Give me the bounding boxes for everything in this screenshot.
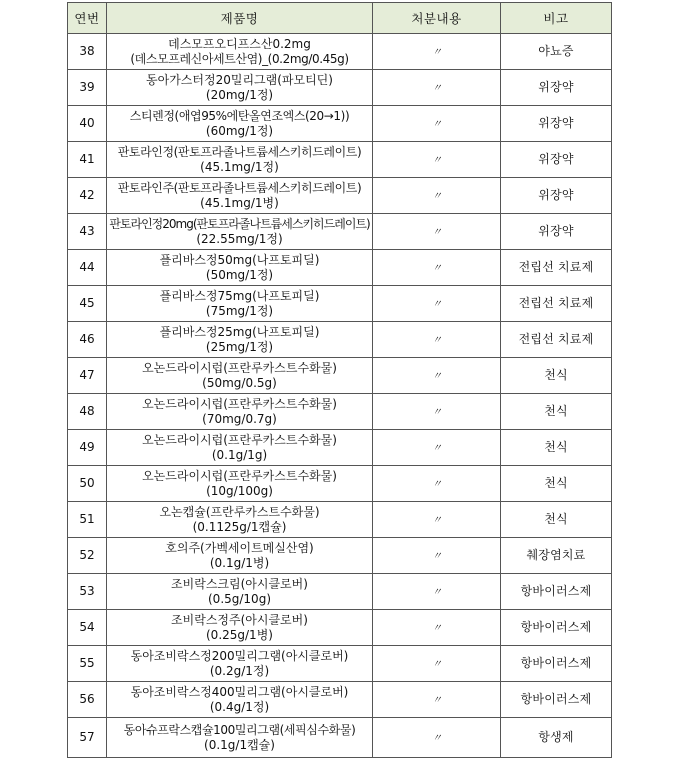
row-action-content	[373, 538, 501, 574]
product-name-line: 플리바스정50mg(나프토피딜)	[159, 252, 320, 267]
row-action-content	[373, 214, 501, 250]
table-row	[68, 430, 612, 466]
product-name-line: 판토라인정(판토프라졸나트륨세스키히드레이트)	[117, 144, 362, 159]
product-dose-line: (0.4g/1정)	[209, 699, 270, 714]
row-note: 항바이러스제	[501, 610, 612, 646]
table-row	[68, 538, 612, 574]
row-product-name	[107, 214, 373, 250]
ditto-mark: 〃	[432, 478, 441, 490]
header-no: 연번	[68, 3, 107, 34]
table-row	[68, 358, 612, 394]
row-note: 야뇨증	[501, 34, 612, 70]
row-note: 천식	[501, 394, 612, 430]
row-no: 46	[68, 322, 107, 358]
row-action-content	[373, 502, 501, 538]
row-product-name	[107, 394, 373, 430]
product-dose-line: (0.1g/1g)	[211, 447, 268, 462]
product-name-line: 데스모프오디프스산0.2mg	[168, 36, 311, 51]
table-header	[68, 3, 612, 34]
row-action-content	[373, 394, 501, 430]
row-note: 항바이러스제	[501, 574, 612, 610]
row-product-name	[107, 106, 373, 142]
row-product-name	[107, 502, 373, 538]
product-name-line: 조비락스정주(아시클로버)	[171, 612, 308, 627]
row-note: 천식	[501, 358, 612, 394]
product-name-line: 오논드라이시럽(프란루카스트수화물)	[142, 468, 337, 483]
row-no: 40	[68, 106, 107, 142]
row-note: 전립선 치료제	[501, 322, 612, 358]
ditto-mark: 〃	[432, 154, 441, 166]
ditto-mark: 〃	[432, 586, 441, 598]
product-dose-line: (0.2g/1정)	[209, 663, 270, 678]
table-row	[68, 178, 612, 214]
row-no: 54	[68, 610, 107, 646]
product-name-line: 스티렌정(애엽95%에탄올연조엑스(20→1))	[129, 108, 350, 123]
table-row	[68, 142, 612, 178]
row-note: 위장약	[501, 178, 612, 214]
row-product-name	[107, 682, 373, 718]
ditto-mark: 〃	[432, 262, 441, 274]
product-name-line: 오논드라이시럽(프란루카스트수화물)	[142, 432, 337, 447]
ditto-mark: 〃	[432, 118, 441, 130]
row-no: 57	[68, 718, 107, 758]
row-no: 38	[68, 34, 107, 70]
row-action-content	[373, 250, 501, 286]
row-no: 49	[68, 430, 107, 466]
product-name-line: 판토라인주(판토프라졸나트륨세스키히드레이트)	[117, 180, 362, 195]
ditto-mark: 〃	[432, 658, 441, 670]
product-dose-line: (0.5g/10g)	[208, 591, 271, 606]
row-product-name	[107, 250, 373, 286]
row-action-content	[373, 718, 501, 758]
product-dose-line: (0.1125g/1캡슐)	[192, 519, 287, 534]
row-product-name	[107, 610, 373, 646]
row-product-name	[107, 718, 373, 758]
ditto-mark: 〃	[432, 226, 441, 238]
row-note: 위장약	[501, 106, 612, 142]
row-no: 47	[68, 358, 107, 394]
row-note: 췌장염치료	[501, 538, 612, 574]
row-product-name	[107, 286, 373, 322]
row-note: 천식	[501, 502, 612, 538]
row-action-content	[373, 106, 501, 142]
product-dose-line: (45.1mg/1정)	[200, 159, 279, 174]
product-dose-line: (50mg/1정)	[205, 267, 274, 282]
table-row	[68, 610, 612, 646]
header-action-content: 처분내용	[373, 3, 501, 34]
product-dose-line: (10g/100g)	[206, 483, 273, 498]
table-row	[68, 286, 612, 322]
product-table	[67, 2, 612, 758]
product-dose-line: (0.25g/1병)	[206, 627, 273, 642]
row-action-content	[373, 430, 501, 466]
product-name-line: 오논드라이시럽(프란루카스트수화물)	[142, 396, 337, 411]
row-product-name	[107, 466, 373, 502]
product-dose-line: (45.1mg/1병)	[200, 195, 279, 210]
table-row	[68, 70, 612, 106]
product-name-line: 조비락스크림(아시클로버)	[171, 576, 308, 591]
row-product-name	[107, 574, 373, 610]
ditto-mark: 〃	[432, 334, 441, 346]
row-no: 42	[68, 178, 107, 214]
row-action-content	[373, 178, 501, 214]
ditto-mark: 〃	[432, 732, 441, 744]
row-no: 39	[68, 70, 107, 106]
row-note: 전립선 치료제	[501, 250, 612, 286]
row-no: 55	[68, 646, 107, 682]
row-no: 45	[68, 286, 107, 322]
row-product-name	[107, 34, 373, 70]
ditto-mark: 〃	[432, 442, 441, 454]
product-name-line: 동아조비락스정400밀리그램(아시클로버)	[130, 684, 349, 699]
product-dose-line: (20mg/1정)	[205, 87, 274, 102]
row-note: 천식	[501, 430, 612, 466]
row-no: 50	[68, 466, 107, 502]
row-action-content	[373, 142, 501, 178]
ditto-mark: 〃	[432, 46, 441, 58]
product-dose-line: (0.1g/1캡슐)	[204, 737, 275, 752]
row-note: 천식	[501, 466, 612, 502]
product-name-line: 동아조비락스정200밀리그램(아시클로버)	[130, 648, 349, 663]
table-row	[68, 718, 612, 758]
product-name-line: 동아슈프락스캡슐100밀리그램(세픽심수화물)	[123, 722, 356, 737]
ditto-mark: 〃	[432, 694, 441, 706]
table-row	[68, 322, 612, 358]
ditto-mark: 〃	[432, 82, 441, 94]
table-row	[68, 214, 612, 250]
product-name-line: 플리바스정75mg(나프토피딜)	[159, 288, 320, 303]
table-row	[68, 646, 612, 682]
product-dose-line: (데스모프레신아세트산염)_(0.2mg/0.45g)	[130, 51, 349, 66]
table-row	[68, 106, 612, 142]
product-name-line: 플리바스정25mg(나프토피딜)	[159, 324, 320, 339]
product-dose-line: (0.1g/1병)	[209, 555, 270, 570]
row-action-content	[373, 358, 501, 394]
product-dose-line: (50mg/0.5g)	[202, 375, 277, 390]
row-no: 51	[68, 502, 107, 538]
ditto-mark: 〃	[432, 370, 441, 382]
row-product-name	[107, 538, 373, 574]
table-row	[68, 502, 612, 538]
row-action-content	[373, 286, 501, 322]
row-product-name	[107, 322, 373, 358]
table-row	[68, 574, 612, 610]
row-action-content	[373, 322, 501, 358]
product-dose-line: (60mg/1정)	[205, 123, 274, 138]
row-no: 41	[68, 142, 107, 178]
row-note: 항바이러스제	[501, 646, 612, 682]
row-no: 43	[68, 214, 107, 250]
product-dose-line: (75mg/1정)	[205, 303, 274, 318]
row-note: 항생제	[501, 718, 612, 758]
row-no: 44	[68, 250, 107, 286]
row-note: 위장약	[501, 142, 612, 178]
ditto-mark: 〃	[432, 550, 441, 562]
row-action-content	[373, 646, 501, 682]
row-product-name	[107, 70, 373, 106]
product-name-line: 오논캡슐(프란루카스트수화물)	[159, 504, 320, 519]
table-row	[68, 466, 612, 502]
row-note: 전립선 치료제	[501, 286, 612, 322]
row-no: 48	[68, 394, 107, 430]
ditto-mark: 〃	[432, 298, 441, 310]
row-action-content	[373, 610, 501, 646]
row-action-content	[373, 682, 501, 718]
row-action-content	[373, 70, 501, 106]
row-product-name	[107, 646, 373, 682]
row-action-content	[373, 574, 501, 610]
ditto-mark: 〃	[432, 622, 441, 634]
header-row	[68, 3, 612, 34]
row-action-content	[373, 466, 501, 502]
table-row	[68, 250, 612, 286]
row-product-name	[107, 430, 373, 466]
product-dose-line: (22.55mg/1정)	[196, 231, 283, 246]
header-product-name: 제품명	[107, 3, 373, 34]
table-row	[68, 394, 612, 430]
row-no: 53	[68, 574, 107, 610]
row-note: 위장약	[501, 70, 612, 106]
row-no: 52	[68, 538, 107, 574]
row-note: 항바이러스제	[501, 682, 612, 718]
ditto-mark: 〃	[432, 514, 441, 526]
header-note: 비고	[501, 3, 612, 34]
row-no: 56	[68, 682, 107, 718]
product-dose-line: (25mg/1정)	[205, 339, 274, 354]
product-name-line: 오논드라이시럽(프란루카스트수화물)	[142, 360, 337, 375]
ditto-mark: 〃	[432, 406, 441, 418]
row-product-name	[107, 358, 373, 394]
product-name-line: 판토라인정20mg(판토프라졸나트륨세스키히드레이트)	[109, 216, 370, 231]
table-row	[68, 34, 612, 70]
product-dose-line: (70mg/0.7g)	[202, 411, 277, 426]
row-product-name	[107, 178, 373, 214]
row-action-content	[373, 34, 501, 70]
product-name-line: 동아가스터정20밀리그램(파모티딘)	[146, 72, 333, 87]
row-product-name	[107, 142, 373, 178]
table-body	[68, 34, 612, 758]
table-row	[68, 682, 612, 718]
product-name-line: 호의주(가벡세이트메실산염)	[165, 540, 314, 555]
ditto-mark: 〃	[432, 190, 441, 202]
row-note: 위장약	[501, 214, 612, 250]
